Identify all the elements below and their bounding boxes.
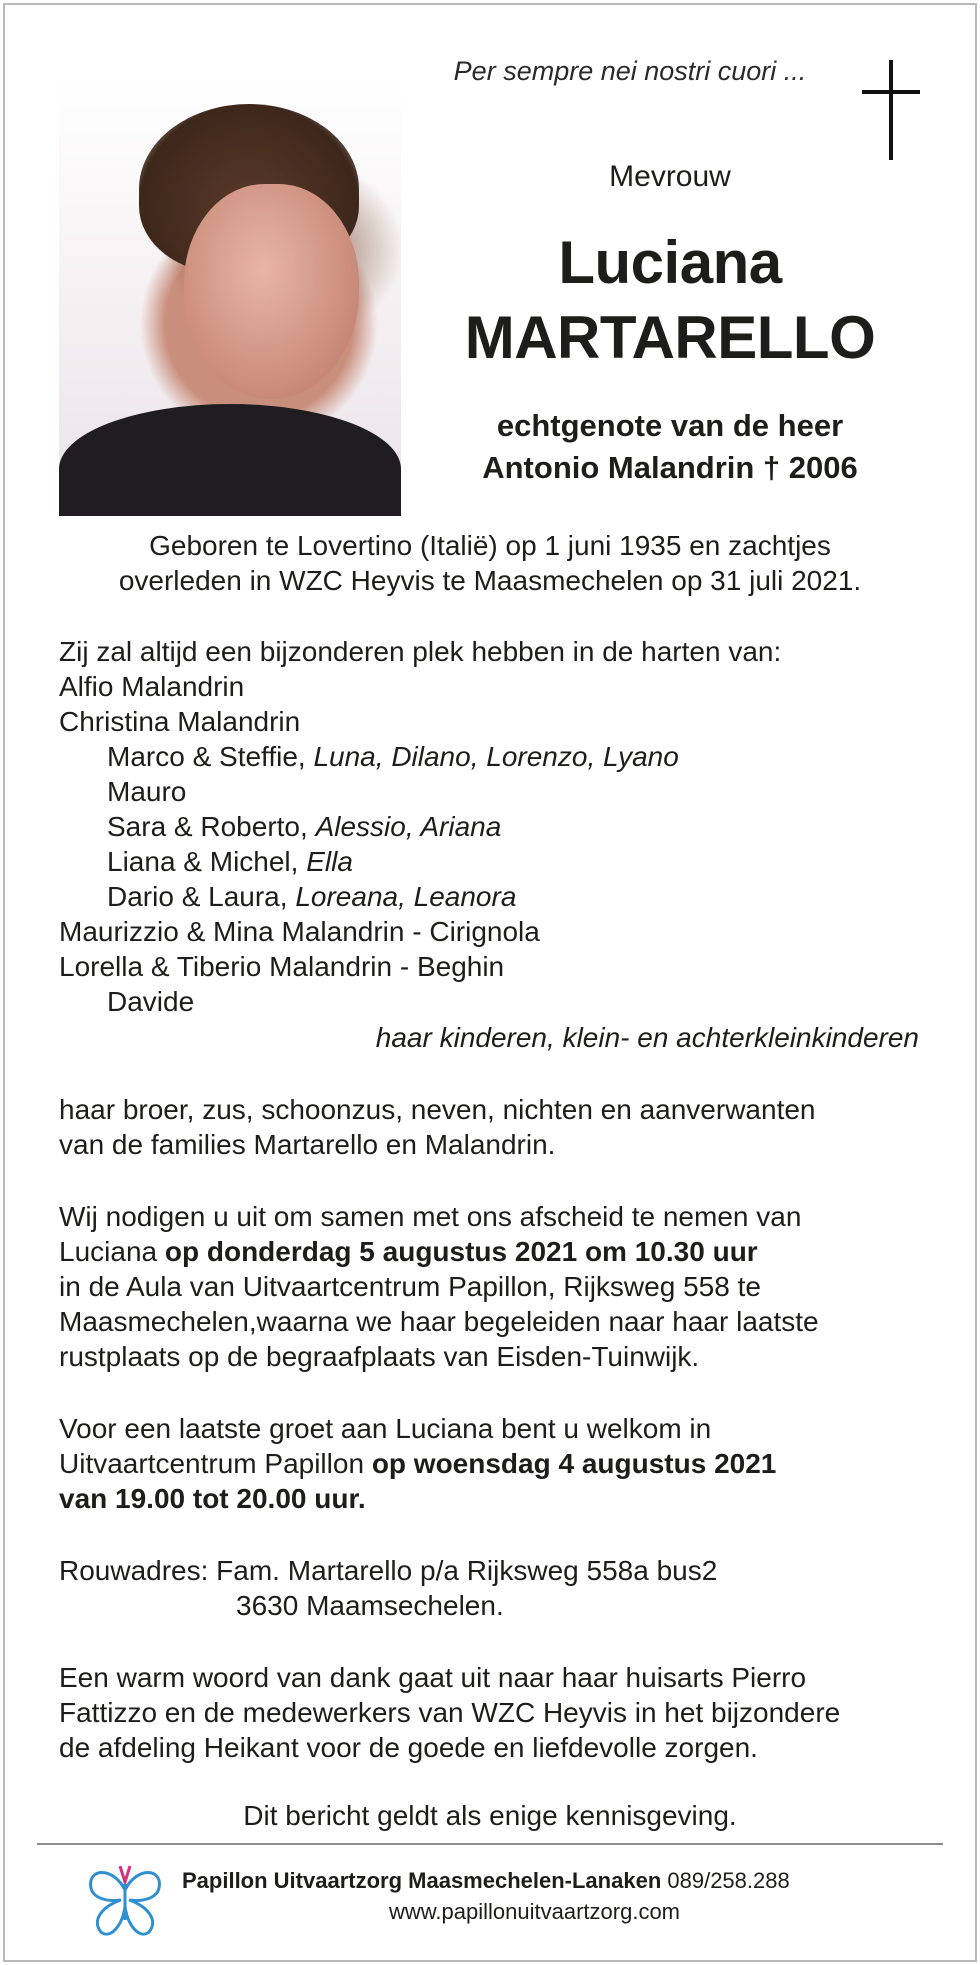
visitation-line-2 [59, 1446, 939, 1481]
family-member-names: Christina Malandrin [59, 706, 301, 737]
ceremony-line-2 [59, 1234, 939, 1269]
family-member-line [59, 774, 939, 809]
footer-divider [37, 1843, 943, 1845]
spouse-line-1: echtgenote van de heer [496, 408, 844, 443]
thanks-line-2: Fattizzo en de medewerkers van WZC Heyvis in het bijzondere [59, 1697, 841, 1728]
salutation: Mevrouw [609, 160, 731, 193]
visitation-date: op woensdag 4 augustus 2021 [371, 1448, 777, 1479]
family-member-line [59, 879, 939, 914]
birth-death-info [40, 528, 940, 598]
address-line-2: 3630 Maamsechelen. [236, 1590, 504, 1621]
family-member-children: Loreana, Leanora [295, 881, 517, 912]
family-list [59, 634, 939, 1019]
ceremony-line-2-pre: Luciana [59, 1236, 165, 1267]
cross-icon [862, 60, 920, 160]
visitation-line-1: Voor een laatste groet aan Luciana bent u welkom in [59, 1413, 712, 1444]
survivors-label: haar kinderen, klein- en achterkleinkinderen [375, 1022, 919, 1053]
family-member-names: Alfio Malandrin [59, 671, 245, 702]
family-intro: Zij zal altijd een bijzonderen plek hebben in de harten van: [59, 636, 782, 667]
thanks-block [59, 1660, 939, 1765]
family-member-children: Luna, Dilano, Lorenzo, Lyano [313, 741, 679, 772]
relatives-block [59, 1092, 939, 1162]
thanks-line-1: Een warm woord van dank gaat uit naar haar huisarts Pierro [59, 1662, 807, 1693]
visitation-line-2-pre: Uitvaartcentrum Papillon [59, 1448, 372, 1479]
family-member-line [59, 739, 939, 774]
family-member-children: Alessio, Ariana [315, 811, 502, 842]
ceremony-line-5: rustplaats op de begraafplaats van Eisden-Tuinwijk. [59, 1341, 700, 1372]
footer-company-line [182, 1868, 790, 1894]
address-line-1: Rouwadres: Fam. Martarello p/a Rijksweg 558a bus2 [59, 1555, 718, 1586]
family-member-line [59, 984, 939, 1019]
family-member-line [59, 669, 939, 704]
family-member-line [59, 809, 939, 844]
memorial-quote: Per sempre nei nostri cuori ... [453, 56, 807, 86]
ceremony-line-1: Wij nodigen u uit om samen met ons afscheid te nemen van [59, 1201, 802, 1232]
family-member-names: Mauro [107, 776, 187, 807]
spouse-line-2: Antonio Malandrin † 2006 [482, 450, 858, 485]
footer-phone: 089/258.288 [661, 1868, 790, 1893]
birth-line-1: Geboren te Lovertino (Italië) op 1 juni 1935 en zachtjes [149, 530, 831, 561]
family-member-names: Dario & Laura, [107, 881, 296, 912]
ceremony-datetime: op donderdag 5 augustus 2021 om 10.30 uur [164, 1236, 758, 1267]
closing-notice: Dit bericht geldt als enige kennisgeving. [243, 1800, 737, 1831]
first-name: Luciana [558, 229, 782, 296]
ceremony-block [59, 1199, 939, 1374]
family-member-names: Sara & Roberto, [107, 811, 316, 842]
address-block [59, 1553, 939, 1623]
ceremony-line-4: Maasmechelen,waarna we haar begeleiden naar haar laatste [59, 1306, 819, 1337]
birth-line-2: overleden in WZC Heyvis te Maasmechelen op 31 juli 2021. [118, 565, 862, 596]
relatives-line-1: haar broer, zus, schoonzus, neven, nichten en aanverwanten [59, 1094, 816, 1125]
family-member-names: Marco & Steffie, [107, 741, 314, 772]
visitation-block [59, 1411, 939, 1516]
family-member-names: Lorella & Tiberio Malandrin - Beghin [59, 951, 505, 982]
portrait-photo [59, 74, 401, 516]
family-member-line [59, 949, 939, 984]
ceremony-line-3: in de Aula van Uitvaartcentrum Papillon, Rijksweg 558 te [59, 1271, 761, 1302]
family-member-names: Liana & Michel, [107, 846, 307, 877]
visitation-time: van 19.00 tot 20.00 uur. [59, 1483, 366, 1514]
family-member-children: Ella [306, 846, 353, 877]
family-member-names: Maurizzio & Mina Malandrin - Cirignola [59, 916, 540, 947]
relatives-line-2: van de families Martarello en Malandrin. [59, 1129, 556, 1160]
family-member-names: Davide [107, 986, 195, 1017]
family-member-line [59, 914, 939, 949]
last-name: MARTARELLO [464, 304, 876, 371]
footer-website: www.papillonuitvaartzorg.com [388, 1899, 681, 1924]
family-member-line [59, 844, 939, 879]
family-member-line [59, 704, 939, 739]
butterfly-icon [85, 1860, 165, 1942]
thanks-line-3: de afdeling Heikant voor de goede en liefdevolle zorgen. [59, 1732, 758, 1763]
footer-company: Papillon Uitvaartzorg Maasmechelen-Lanaken [182, 1868, 662, 1893]
